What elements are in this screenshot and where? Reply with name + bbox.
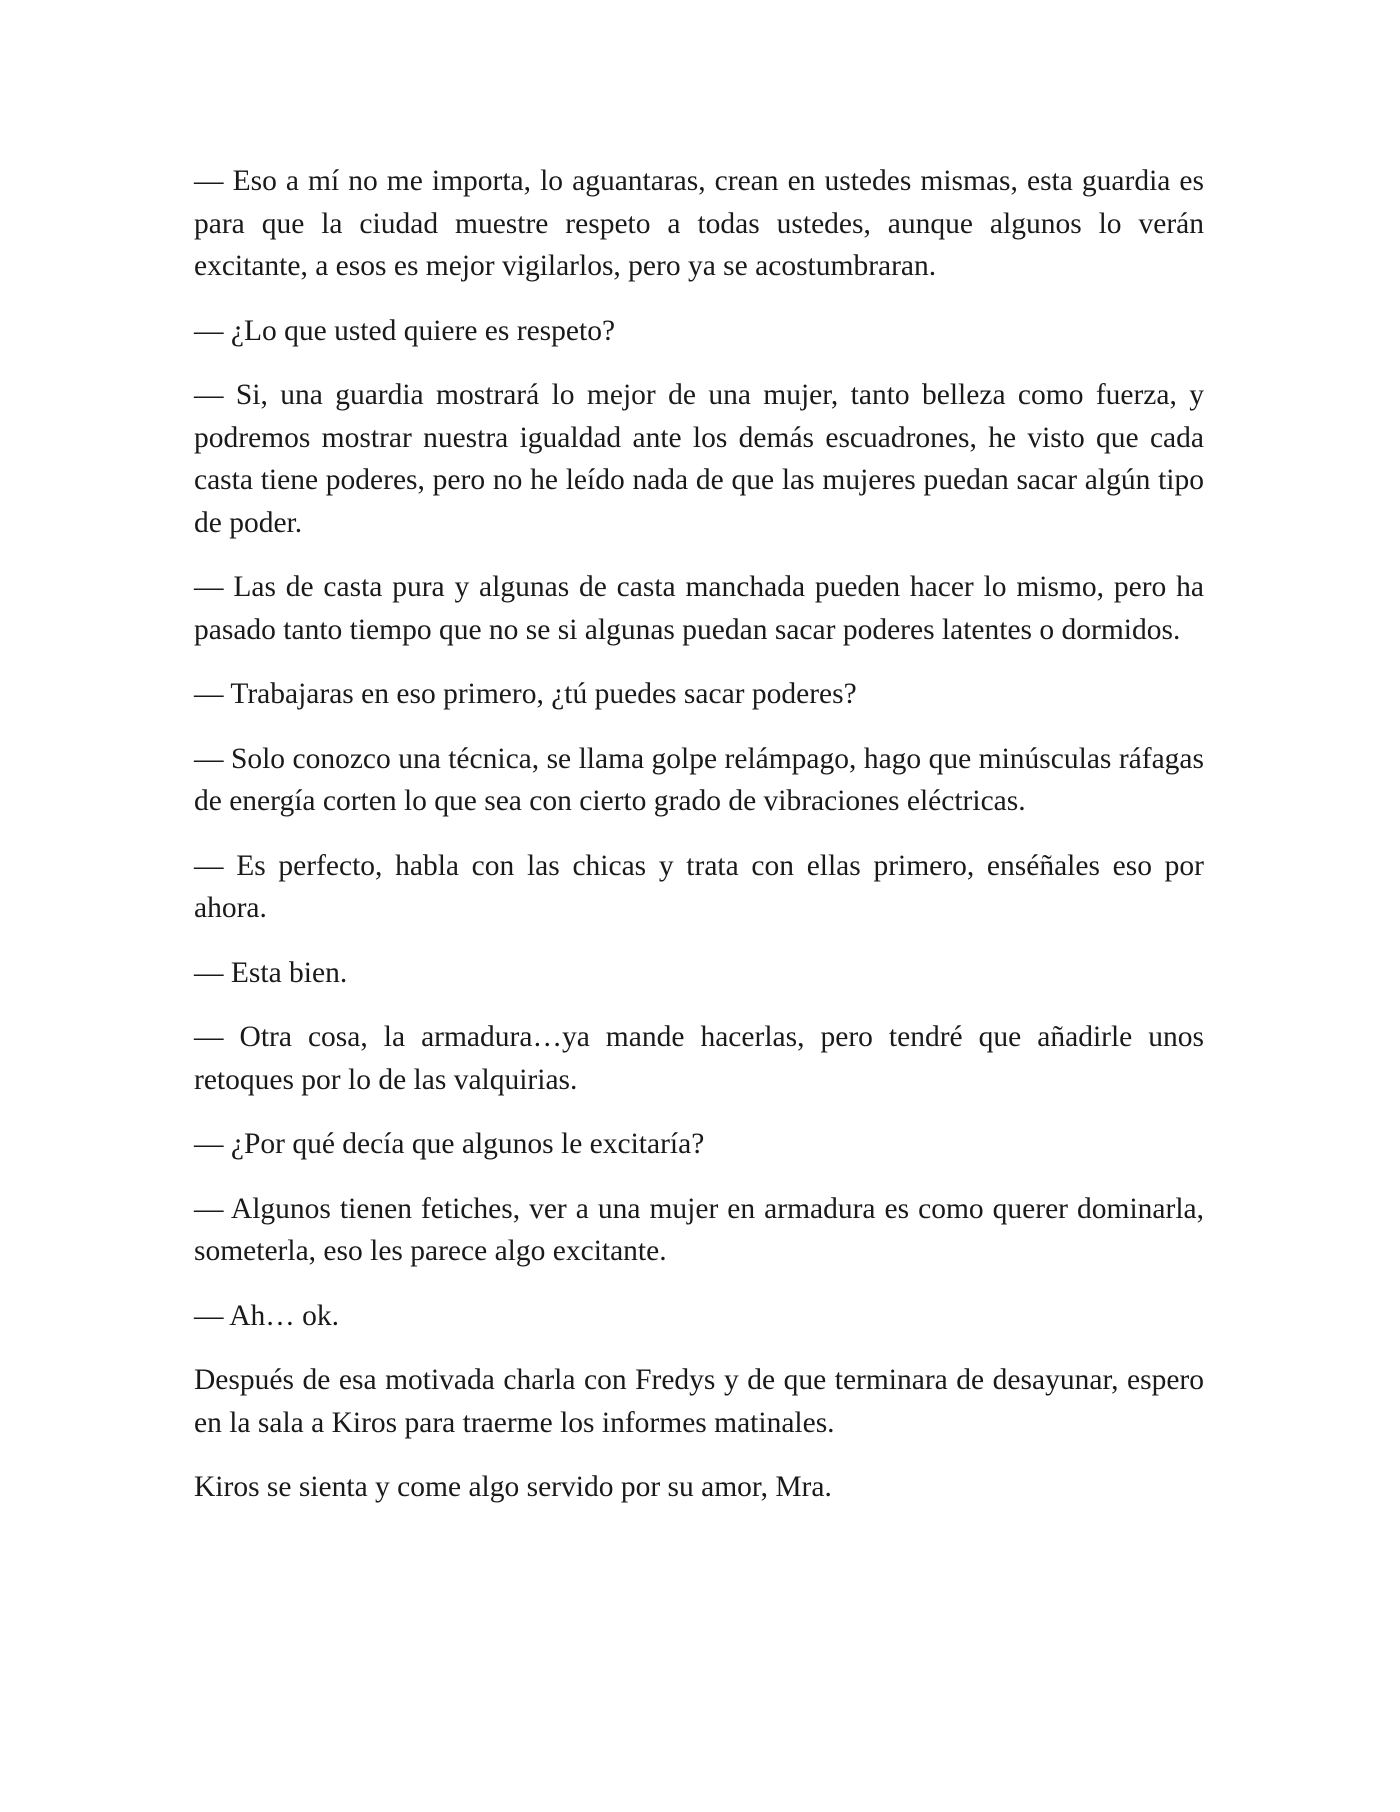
body-text [194, 160, 1204, 1531]
paragraph: Después de esa motivada charla con Fredys y de que terminara de desayunar, espero en la sala a Kiros para traerme los informes matinales. [194, 1364, 1204, 1439]
paragraph: — Trabajaras en eso primero, ¿tú puedes sacar poderes? [194, 678, 857, 710]
paragraph: — Otra cosa, la armadura…ya mande hacerlas, pero tendré que añadirle unos retoques por lo de las valquirias. [194, 1021, 1204, 1096]
paragraph: — Eso a mí no me importa, lo aguantaras, crean en ustedes mismas, esta guardia es para que la ciudad muestre respeto a todas ustedes, aunque algunos lo verán excitante, a esos es mejor vigilarlos, pero ya se acostumbraran. [194, 165, 1204, 282]
paragraph: — Esta bien. [194, 956, 348, 989]
paragraph: — Es perfecto, habla con las chicas y trata con ellas primero, enséñales eso por ahora. [194, 849, 1204, 924]
paragraph: — Si, una guardia mostrará lo mejor de una mujer, tanto belleza como fuerza, y podremos mostrar nuestra igualdad ante los demás escuadrones, he visto que cada casta tiene poderes, pero no he leído nada de que las mujeres puedan sacar algún tipo de poder. [194, 379, 1204, 539]
paragraph: — ¿Por qué decía que algunos le excitaría? [194, 1128, 705, 1160]
paragraph: Kiros se sienta y come algo servido por su amor, Mra. [194, 1471, 832, 1503]
paragraph: — Las de casta pura y algunas de casta manchada pueden hacer lo mismo, pero ha pasado tanto tiempo que no se si algunas puedan sacar poderes latentes o dormidos. [194, 571, 1204, 646]
paragraph: — ¿Lo que usted quiere es respeto? [194, 314, 616, 347]
paragraph: — Solo conozco una técnica, se llama golpe relámpago, hago que minúsculas ráfagas de energía corten lo que sea con cierto grado de vibraciones eléctricas. [194, 742, 1204, 817]
paragraph: — Algunos tienen fetiches, ver a una mujer en armadura es como querer dominarla, someterla, eso les parece algo excitante. [194, 1192, 1204, 1267]
paragraph: — Ah… ok. [194, 1299, 340, 1332]
